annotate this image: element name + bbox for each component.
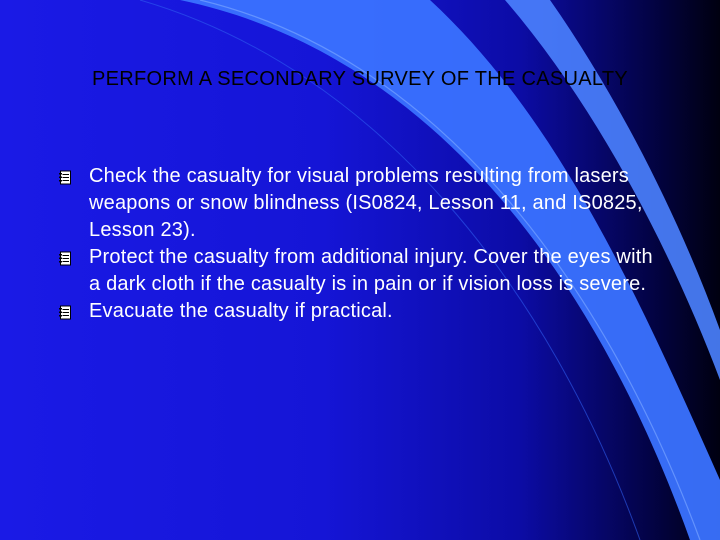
notebook-bullet-icon (58, 251, 72, 266)
notebook-bullet-icon (58, 170, 72, 185)
bullet-text: Evacuate the casualty if practical. (89, 300, 393, 322)
bullet-text: Protect the casualty from additional injury. Cover the eyes with a dark cloth if the casualty is in pain or if vision loss is severe. (89, 246, 653, 295)
bullet-item (58, 163, 658, 244)
notebook-bullet-icon (58, 305, 72, 320)
bullet-item (58, 244, 658, 298)
bullet-item (58, 298, 658, 325)
slide-title: PERFORM A SECONDARY SURVEY OF THE CASUALTY (91, 68, 629, 90)
bullet-list (58, 163, 658, 325)
bullet-text: Check the casualty for visual problems resulting from lasers weapons or snow blindness (IS0824, Lesson 11, and IS0825, Lesson 23). (89, 165, 643, 241)
